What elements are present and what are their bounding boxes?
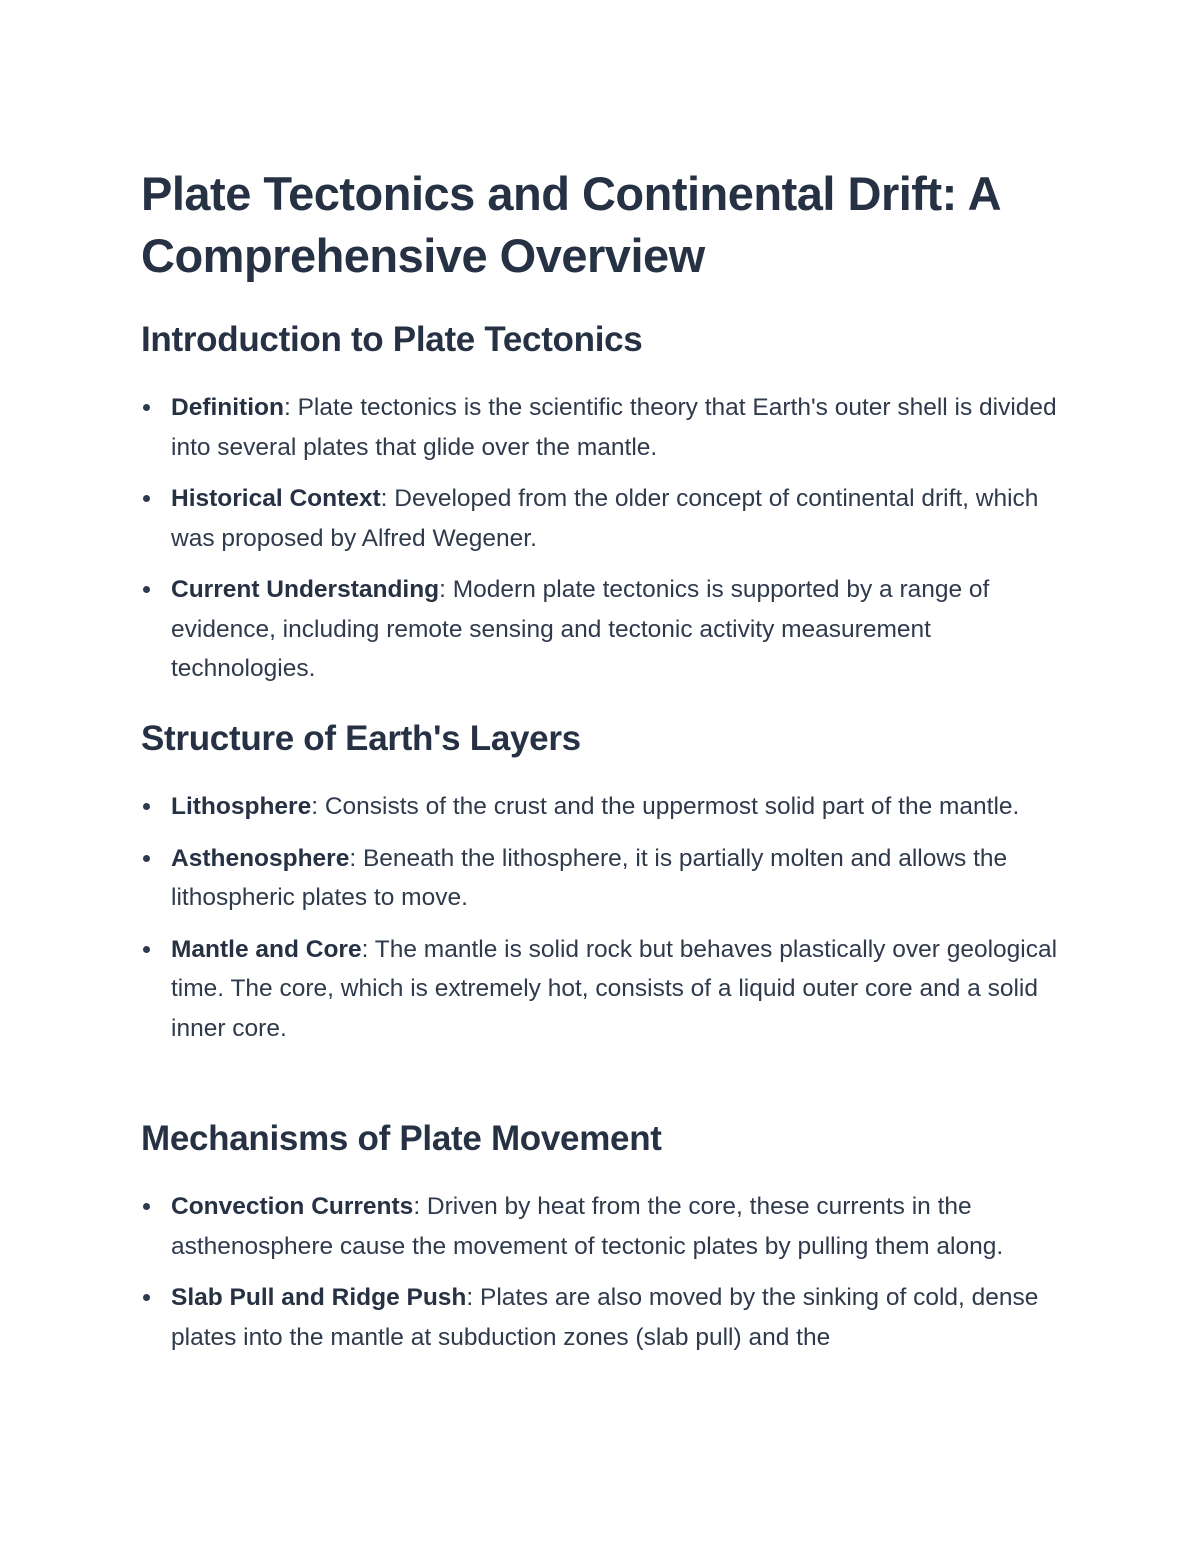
bullet-list — [141, 787, 1061, 1048]
item-text: : The mantle is solid rock but behaves plastically over geological time. The core, which is extremely hot, consists of a liquid outer core and a solid inner core. — [171, 935, 1058, 1042]
bullet-list — [141, 1187, 1061, 1357]
item-text: : Driven by heat from the core, these currents in the asthenosphere cause the movement of tectonic plates by pulling them along. — [171, 1193, 1004, 1260]
item-term: Lithosphere — [171, 793, 312, 820]
item-term: Asthenosphere — [171, 844, 350, 872]
list-item — [141, 787, 1061, 827]
section-heading: Mechanisms of Plate Movement — [141, 1119, 662, 1158]
list-item — [141, 570, 1061, 689]
bullet-icon — [143, 586, 150, 593]
bullet-icon — [143, 803, 150, 810]
bullet-icon — [143, 404, 150, 411]
item-term: Current Understanding — [171, 576, 440, 603]
bullet-icon — [143, 855, 150, 862]
list-item — [141, 930, 1061, 1049]
item-term: Slab Pull and Ridge Push — [171, 1284, 467, 1311]
item-term: Definition — [171, 394, 284, 421]
section-earth-layers — [141, 717, 1061, 1060]
document-title: Plate Tectonics and Continental Drift: A Comprehensive Overview — [141, 167, 1000, 282]
item-text: : Plate tectonics is the scientific theory that Earth's outer shell is divided into several plates that glide over the mantle. — [171, 394, 1057, 461]
bullet-list — [141, 388, 1061, 689]
item-text: : Beneath the lithosphere, it is partially molten and allows the lithospheric plates to move. — [171, 844, 1008, 911]
item-text: : Modern plate tectonics is supported by a range of evidence, including remote sensing and tectonic activity measurement technologies. — [171, 576, 990, 682]
list-item — [141, 388, 1061, 467]
section-introduction — [141, 318, 1061, 701]
section-heading: Structure of Earth's Layers — [141, 719, 581, 758]
list-item — [141, 1278, 1061, 1357]
item-text: : Developed from the older concept of continental drift, which was proposed by Alfred Wegener. — [171, 485, 1039, 552]
bullet-icon — [143, 1294, 150, 1301]
list-item — [141, 479, 1061, 558]
section-heading: Introduction to Plate Tectonics — [141, 320, 643, 359]
list-item — [141, 839, 1061, 918]
item-term: Convection Currents — [171, 1193, 414, 1220]
item-text: : Plates are also moved by the sinking of cold, dense plates into the mantle at subduction zones (slab pull) and the — [171, 1284, 1039, 1351]
item-text: : Consists of the crust and the uppermost solid part of the mantle. — [311, 793, 1020, 820]
item-term: Historical Context — [171, 485, 381, 512]
bullet-icon — [143, 1203, 150, 1210]
item-term: Mantle and Core — [171, 935, 362, 963]
list-item — [141, 1187, 1061, 1266]
section-plate-movement — [141, 1117, 1061, 1369]
bullet-icon — [143, 495, 150, 502]
bullet-icon — [143, 946, 150, 953]
